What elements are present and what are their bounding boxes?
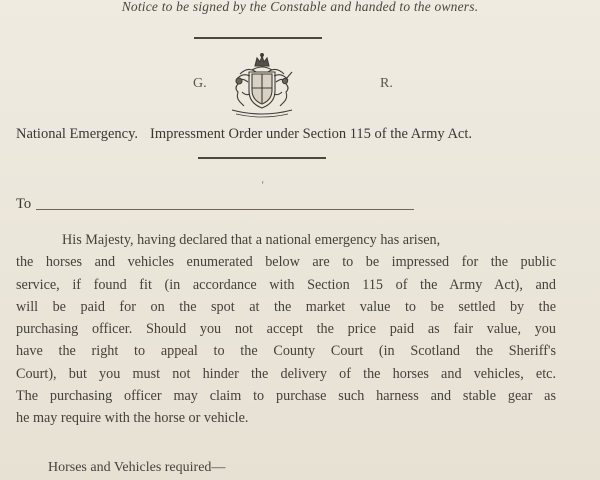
required-label: Horses and Vehicles required— [48, 460, 226, 475]
body-line: His Majesty, having declared that a national emergency has arisen, [62, 232, 441, 248]
body-line: have the right to appeal to the County Court (in Scotland the Sheriff's [16, 343, 556, 360]
cypher-r: R. [380, 76, 393, 91]
body-line: service, if found fit (in accordance with Section 115 of the Army Act), and [16, 276, 556, 293]
royal-coat-of-arms-icon [222, 52, 302, 120]
order-heading [16, 126, 472, 143]
addressee-line [36, 209, 414, 210]
body-line: he may require with the horse or vehicle. [16, 410, 249, 427]
top-divider [194, 37, 322, 39]
ink-mark: ‘ [261, 180, 265, 191]
body-line: The purchasing officer may claim to purchase such harness and stable gear as [16, 388, 556, 405]
to-label: To [16, 196, 32, 212]
notice-line: Notice to be signed by the Constable and handed to the owners. [121, 0, 479, 14]
body-line: will be paid for on the spot at the market value to be settled by the [16, 298, 556, 315]
heading-impressment: Impressment Order under Section 115 of the Army Act. [150, 126, 473, 142]
cypher-g: G. [193, 76, 207, 91]
heading-emergency: National Emergency. [16, 126, 138, 142]
body-line: Court), but you must not hinder the delivery of the horses and vehicles, etc. [16, 365, 556, 382]
order-body [16, 229, 556, 430]
body-line: the horses and vehicles enumerated below are to be impressed for the public [16, 254, 556, 271]
body-line: purchasing officer. Should you not accept the price paid as fair value, you [16, 321, 556, 338]
middle-divider [198, 157, 326, 159]
